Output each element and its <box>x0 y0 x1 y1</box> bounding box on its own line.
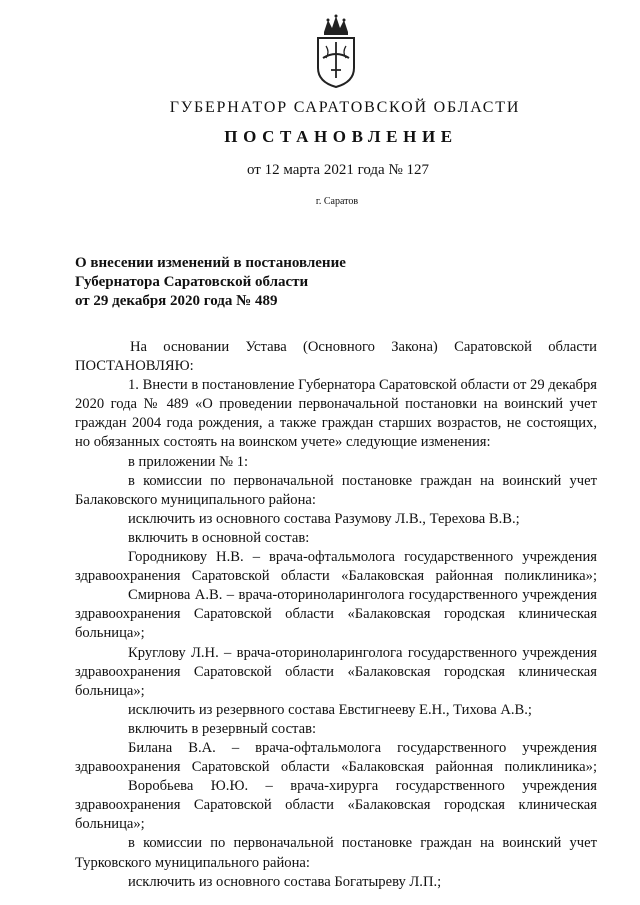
subject-line: Губернатора Саратовской области <box>75 274 309 290</box>
body-line: в комиссии по первоначальной постановке граждан на воинский учет <box>128 835 597 852</box>
body-line: Круглову Л.Н. – врача-оториноларинголога государственного учреждения <box>128 644 597 661</box>
body-line: Смирнова А.В. – врача-оториноларинголога государственного учреждения <box>128 587 597 604</box>
body-line: в приложении № 1: <box>128 453 249 470</box>
body-line: включить в основной состав: <box>128 529 310 546</box>
document-body <box>75 338 597 892</box>
body-line: Городникову Н.В. – врача-офтальмолога государственного учреждения <box>128 549 597 566</box>
body-line: здравоохранения Саратовской области «Балаковская городская клиническая <box>75 663 597 680</box>
subject-line: О внесении изменений в постановление <box>75 255 346 271</box>
body-line: больница»; <box>75 682 145 699</box>
body-line: ПОСТАНОВЛЯЮ: <box>75 358 194 375</box>
body-line: здравоохранения Саратовской области «Балаковская районная поликлиника»; <box>75 568 597 585</box>
body-line: 2020 года № 489 «О проведении первоначальной постановки на воинский учет <box>75 396 597 413</box>
body-line: 1. Внести в постановление Губернатора Саратовской области от 29 декабря <box>128 377 597 394</box>
body-line: здравоохранения Саратовской области «Балаковская районная поликлиника»; <box>75 759 597 776</box>
body-line: в комиссии по первоначальной постановке граждан на воинский учет <box>128 472 597 489</box>
document-city: г. Саратов <box>315 196 359 207</box>
body-line: исключить из основного состава Разумову Л.В., Терехова В.В.; <box>128 510 520 527</box>
issuing-authority: ГУБЕРНАТОР САРАТОВСКОЙ ОБЛАСТИ <box>169 99 521 116</box>
body-line: Билана В.А. – врача-офтальмолога государственного учреждения <box>128 739 597 756</box>
document-type: ПОСТАНОВЛЕНИЕ <box>224 127 458 146</box>
body-line: исключить из резервного состава Евстигнееву Е.Н., Тихова А.В.; <box>128 701 532 718</box>
body-line: включить в резервный состав: <box>128 720 317 737</box>
body-line: здравоохранения Саратовской области «Балаковская городская клиническая <box>75 606 597 623</box>
body-line: На основании Устава (Основного Закона) Саратовской области <box>130 339 597 355</box>
body-line: но обязанных состоять на воинском учете» следующие изменения: <box>75 434 491 451</box>
body-line: граждан 2004 года рождения, а также граждан старших возрастов, не состоящих, <box>75 415 597 432</box>
body-line: больница»; <box>75 625 145 642</box>
coat-of-arms-icon <box>314 12 358 88</box>
body-line: больница»; <box>75 816 145 833</box>
body-line: здравоохранения Саратовской области «Балаковская городская клиническая <box>75 797 597 814</box>
body-line: исключить из основного состава Богатыреву Л.П.; <box>128 873 442 890</box>
body-line: Воробьева Ю.Ю. – врача-хирурга государственного учреждения <box>128 778 597 795</box>
body-line: Балаковского муниципального района: <box>75 491 316 508</box>
subject-line: от 29 декабря 2020 года № 489 <box>75 293 278 309</box>
body-line: Турковского муниципального района: <box>75 854 310 871</box>
document-date-number: от 12 марта 2021 года № 127 <box>246 162 430 178</box>
document-subject <box>75 254 346 311</box>
